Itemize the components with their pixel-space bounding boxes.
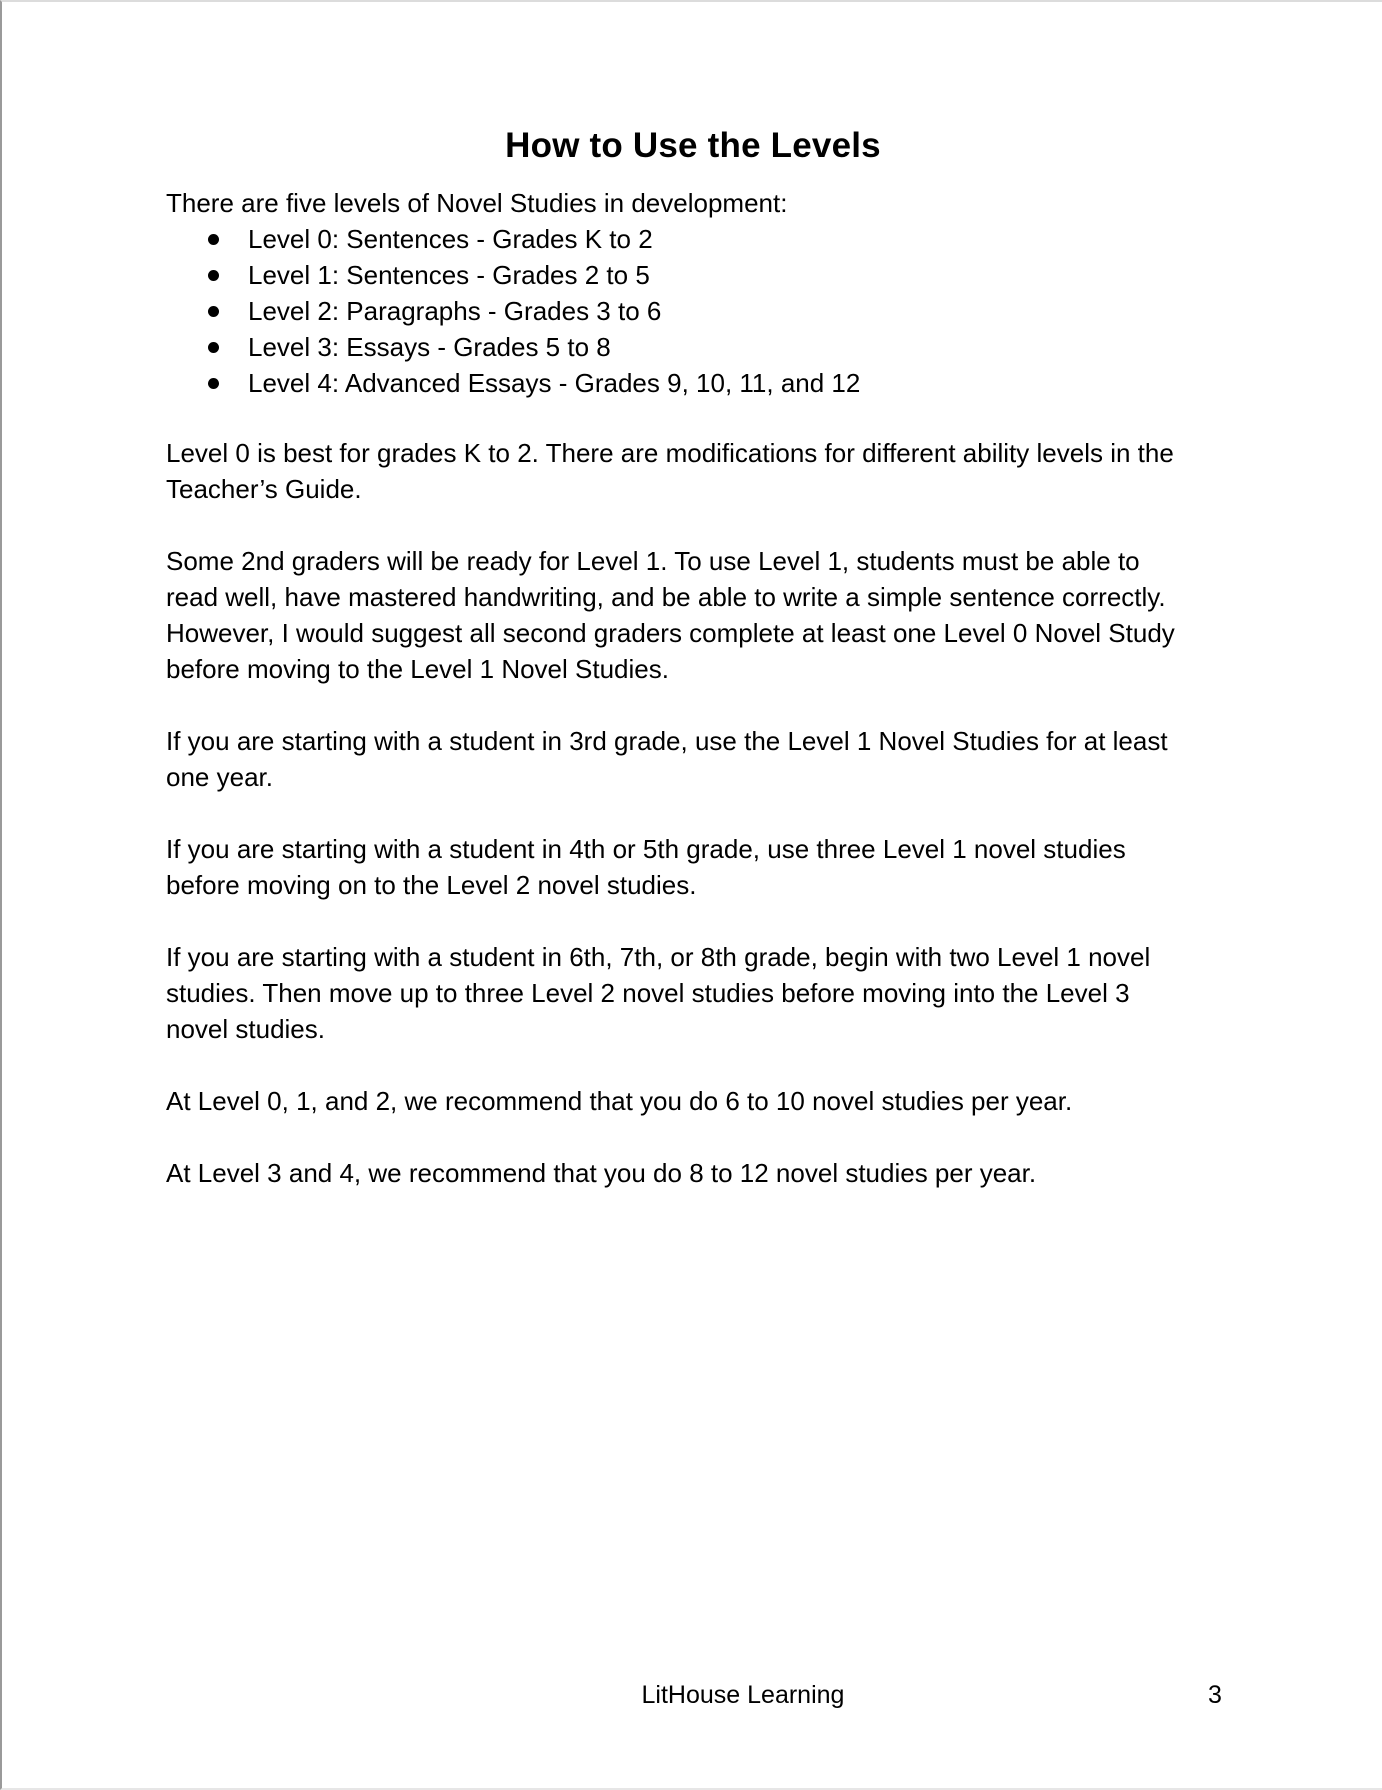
bullet-dot-icon [208, 270, 219, 281]
paragraph-level-0 [166, 435, 1226, 507]
list-item [166, 293, 1226, 329]
bullet-dot-icon [208, 306, 219, 317]
paragraph-third-grade [166, 723, 1226, 795]
paragraph-second-graders [166, 543, 1226, 687]
list-item [166, 365, 1226, 401]
text-line: However, I would suggest all second graders complete at least one Level 0 Novel Study [166, 618, 1175, 648]
list-item [166, 257, 1226, 293]
text-line: before moving on to the Level 2 novel studies. [166, 870, 697, 900]
text-line: If you are starting with a student in 3rd grade, use the Level 1 Novel Studies for at least [166, 726, 1168, 756]
list-item-text: Level 3: Essays - Grades 5 to 8 [248, 332, 611, 362]
text-line: If you are starting with a student in 6th, 7th, or 8th grade, begin with two Level 1 novel [166, 942, 1151, 972]
bullet-dot-icon [208, 342, 219, 353]
list-item-text: Level 4: Advanced Essays - Grades 9, 10, 11, and 12 [248, 368, 861, 398]
paragraph-recommendation-levels-0-2 [166, 1083, 1226, 1119]
text-line: before moving to the Level 1 Novel Studies. [166, 654, 669, 684]
list-item [166, 221, 1226, 257]
intro-text: There are five levels of Novel Studies in development: [166, 188, 788, 218]
page-title: How to Use the Levels [505, 126, 881, 165]
list-item [166, 329, 1226, 365]
footer-brand: LitHouse Learning [641, 1681, 845, 1709]
text-line: novel studies. [166, 1014, 325, 1044]
text-line: one year. [166, 762, 273, 792]
paragraph-recommendation-levels-3-4 [166, 1155, 1226, 1191]
text-line: studies. Then move up to three Level 2 novel studies before moving into the Level 3 [166, 978, 1130, 1008]
list-item-text: Level 2: Paragraphs - Grades 3 to 6 [248, 296, 662, 326]
text-line: If you are starting with a student in 4th or 5th grade, use three Level 1 novel studies [166, 834, 1126, 864]
paragraph-fourth-fifth-grade [166, 831, 1226, 903]
text-line: At Level 3 and 4, we recommend that you do 8 to 12 novel studies per year. [166, 1158, 1037, 1188]
levels-list [166, 221, 1226, 401]
text-line: Teacher’s Guide. [166, 474, 362, 504]
text-line: At Level 0, 1, and 2, we recommend that you do 6 to 10 novel studies per year. [166, 1086, 1073, 1116]
bullet-dot-icon [208, 234, 219, 245]
page-number: 3 [1208, 1681, 1222, 1709]
text-line: Some 2nd graders will be ready for Level 1. To use Level 1, students must be able to [166, 546, 1140, 576]
text-line: read well, have mastered handwriting, and be able to write a simple sentence correctly. [166, 582, 1166, 612]
bullet-dot-icon [208, 378, 219, 389]
paragraph-middle-grades [166, 939, 1226, 1047]
text-line: Level 0 is best for grades K to 2. There are modifications for different ability levels in the [166, 438, 1174, 468]
list-item-text: Level 1: Sentences - Grades 2 to 5 [248, 260, 650, 290]
document-body [166, 185, 1226, 1227]
list-item-text: Level 0: Sentences - Grades K to 2 [248, 224, 653, 254]
